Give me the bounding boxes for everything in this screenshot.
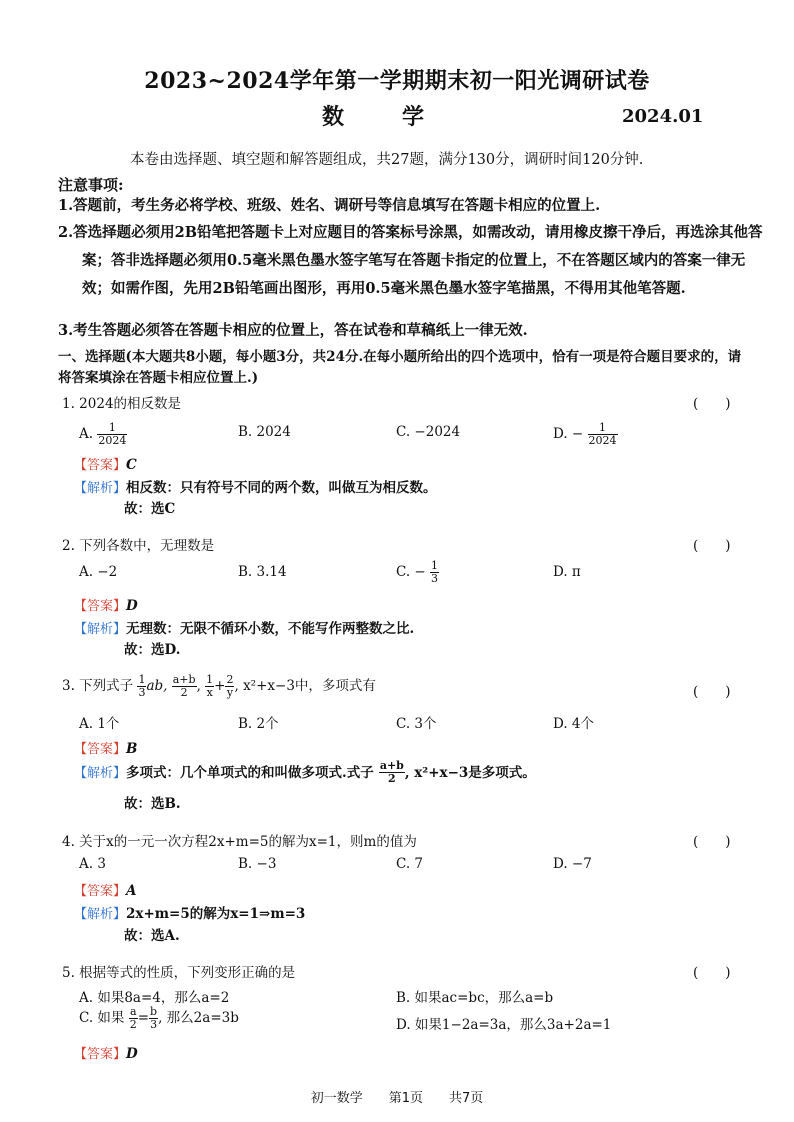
- question-4-option-a: A. 3: [79, 856, 106, 872]
- question-2-option-d: D. π: [553, 564, 581, 580]
- question-3-option-d: D. 4个: [553, 716, 595, 732]
- question-5-option-d: D. 如果1−2a=3a，那么3a+2a=1: [396, 1017, 612, 1033]
- question-1-option-c: C. −2024: [396, 424, 461, 440]
- question-5-option-c: C. 如果 $\frac{a}{2}$ = $\frac{b}{3}$ , 那么2a=3b: [79, 1005, 239, 1031]
- question-4-conclusion: 故：选A.: [124, 928, 180, 944]
- question-1-conclusion: 故：选C: [124, 501, 176, 517]
- question-4-option-d: D. −7: [553, 856, 592, 872]
- question-5-stem: 5. 根据等式的性质，下列变形正确的是: [62, 965, 296, 981]
- exam-intro: 本卷由选择题、填空题和解答题组成，共27题，满分130分，调研时间120分钟.: [130, 152, 644, 168]
- question-2-stem: 2. 下列各数中，无理数是: [62, 538, 215, 554]
- question-1-analysis: 【解析】相反数：只有符号不同的两个数，叫做互为相反数。: [74, 480, 437, 496]
- notice-item-2: 2.答选择题必须用2B铅笔把答题卡上对应题目的答案标号涂黑，如需改动，请用橡皮擦干净后，再选涂其他答案；答非选择题必须用0.5毫米黑色墨水签字笔写在答题卡指定的位置上，不在答题区域内的答案一律无效；如需作图，先用2B铅笔画出图形，再用0.5毫米黑色墨水签字笔描黑，不得用其他笔答题.: [58, 224, 763, 297]
- question-3-conclusion: 故：选B.: [124, 796, 181, 812]
- question-5-answer-blank: ( ): [693, 965, 731, 981]
- question-1-answer: 【答案】C: [74, 457, 137, 473]
- question-2-option-b: B. 3.14: [238, 564, 287, 580]
- question-5-answer: 【答案】D: [74, 1046, 138, 1062]
- question-3-option-a: A. 1个: [79, 716, 120, 732]
- question-1-option-b: B. 2024: [238, 424, 291, 440]
- question-1-option-d: D. − $\frac{1}{2024}$: [553, 421, 617, 447]
- question-2-answer-blank: ( ): [693, 538, 731, 554]
- question-3-option-b: B. 2个: [238, 716, 279, 732]
- question-5-option-b: B. 如果ac=bc，那么a=b: [396, 990, 554, 1006]
- question-2-option-a: A. −2: [79, 564, 118, 580]
- question-1-stem: 1. 2024的相反数是: [62, 396, 182, 412]
- question-5-option-a: A. 如果8a=4，那么a=2: [79, 990, 230, 1006]
- question-3-stem: 3. 下列式子 $\frac{1}{3}$ ab, $\frac{a+b}{2}$ , $\frac{1}{x}$ + $\frac{2}{y}$ , x²+x−3中，多项式有: [62, 673, 376, 699]
- question-4-option-b: B. −3: [238, 856, 277, 872]
- question-3-answer: 【答案】B: [74, 741, 138, 757]
- notice-heading: 注意事项:: [58, 176, 124, 194]
- question-2-answer: 【答案】D: [74, 598, 138, 614]
- exam-date: 2024.01: [622, 106, 704, 127]
- question-3-option-c: C. 3个: [396, 716, 437, 732]
- subject-title: 数 学: [322, 104, 443, 130]
- question-3-answer-blank: ( ): [693, 684, 731, 700]
- notice-item-1: 1.答题前，考生务必将学校、班级、姓名、调研号等信息填写在答题卡相应的位置上.: [58, 197, 601, 214]
- question-1-answer-blank: ( ): [693, 396, 731, 412]
- question-2-analysis: 【解析】无理数：无限不循环小数，不能写作两整数之比.: [74, 621, 415, 637]
- notice-item-3: 3.考生答题必须答在答题卡相应的位置上，答在试卷和草稿纸上一律无效.: [58, 322, 528, 339]
- question-4-option-c: C. 7: [396, 856, 424, 872]
- section-heading: 一、选择题(本大题共8小题，每小题3分，共24分.在每小题所给出的四个选项中，恰有一项是符合题目要求的，请将答案填涂在答题卡相应位置上.): [58, 349, 742, 386]
- question-1-option-a: A. $\frac{1}{2024}$: [79, 421, 127, 447]
- question-4-answer-blank: ( ): [693, 834, 731, 850]
- exam-title: 2023~2024学年第一学期期末初一阳光调研试卷: [144, 68, 650, 94]
- question-4-stem: 4. 关于x的一元一次方程2x+m=5的解为x=1，则m的值为: [62, 834, 417, 850]
- question-2-option-c: C. − $\frac{1}{3}$: [396, 559, 439, 585]
- page-footer: 初一数学 第1页 共7页: [310, 1091, 484, 1106]
- question-3-analysis: 【解析】多项式：几个单项式的和叫做多项式.式子 $\frac{a+b}{2}$ , x²+x−3是多项式。: [74, 759, 536, 785]
- question-4-analysis: 【解析】2x+m=5的解为x=1⇒m=3: [74, 906, 306, 922]
- question-2-conclusion: 故：选D.: [124, 642, 181, 658]
- question-4-answer: 【答案】A: [74, 883, 137, 899]
